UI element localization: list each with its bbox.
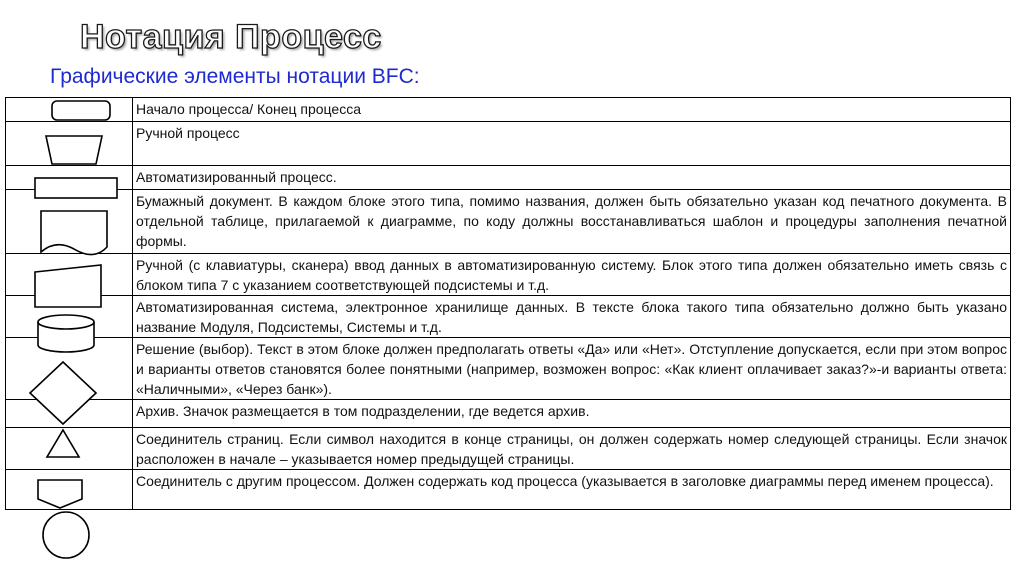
row-description: Ручной процесс bbox=[133, 122, 1011, 166]
table-row bbox=[6, 98, 1011, 122]
row-description: Автоматизированный процесс. bbox=[133, 166, 1011, 190]
table-row bbox=[6, 428, 1011, 470]
row-description: Ручной (с клавиатуры, сканера) ввод данных в автоматизированную систему. Блок этого типа должен обязательно иметь связь с блоком типа 7 с указанием соответствующей подсистемы и т.д. bbox=[133, 254, 1011, 296]
circle-icon bbox=[43, 512, 89, 558]
symbol-cell bbox=[6, 470, 133, 510]
slide-subtitle: Графические элементы нотации BFC: bbox=[50, 65, 420, 88]
symbol-cell bbox=[6, 166, 133, 190]
table-row bbox=[6, 122, 1011, 166]
symbol-cell bbox=[6, 296, 133, 338]
symbol-cell bbox=[6, 400, 133, 428]
table-row bbox=[6, 254, 1011, 296]
row-description: Соединитель страниц. Если символ находится в конце страницы, он должен содержать номер следующей страницы. Если значок расположен в начале – указывается номер предыдущей страницы. bbox=[133, 428, 1011, 470]
symbol-cell bbox=[6, 338, 133, 400]
table-row bbox=[6, 190, 1011, 254]
symbol-cell bbox=[6, 98, 133, 122]
row-description: Бумажный документ. В каждом блоке этого типа, помимо названия, должен быть обязательно указан код печатного документа. В отдельной таблице, прилагаемой к диаграмме, по коду должны восстанавливаться шаблон и процедуры заполнения печатной формы. bbox=[133, 190, 1011, 254]
row-description: Решение (выбор). Текст в этом блоке должен предполагать ответы «Да» или «Нет». Отступление допускается, если при этом вопрос и варианты ответов становятся более понятными (например, возможен вопрос: «Как клиент оплачивает заказ?»-и варианты ответа: «Наличными», «Через банк»). bbox=[133, 338, 1011, 400]
table-row bbox=[6, 470, 1011, 510]
slide-title: Нотация Процесс bbox=[80, 18, 382, 56]
symbol-cell bbox=[6, 254, 133, 296]
row-description: Начало процесса/ Конец процесса bbox=[133, 98, 1011, 122]
row-description: Автоматизированная система, электронное хранилище данных. В тексте блока такого типа обязательно должно быть указано название Модуля, Подсистемы, Системы и т.д. bbox=[133, 296, 1011, 338]
row-description: Архив. Значок размещается в том подразделении, где ведется архив. bbox=[133, 400, 1011, 428]
table-row bbox=[6, 296, 1011, 338]
table-row bbox=[6, 166, 1011, 190]
symbol-cell bbox=[6, 122, 133, 166]
bfc-elements-table bbox=[5, 97, 1011, 510]
symbol-cell bbox=[6, 190, 133, 254]
row-description: Соединитель с другим процессом. Должен содержать код процесса (указывается в заголовке диаграммы перед именем процесса). bbox=[133, 470, 1011, 510]
table-row bbox=[6, 338, 1011, 400]
table-row bbox=[6, 400, 1011, 428]
symbol-cell bbox=[6, 428, 133, 470]
